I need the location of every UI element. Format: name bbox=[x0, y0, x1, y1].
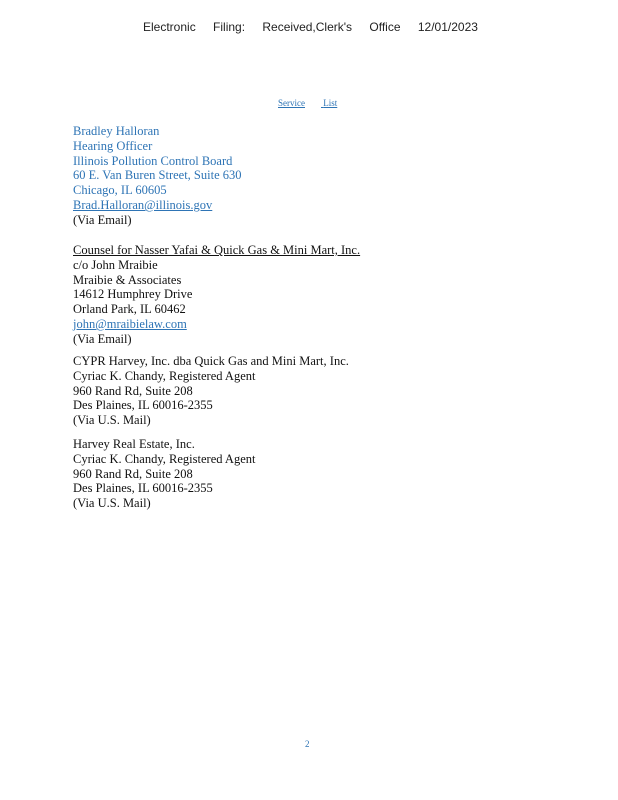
recipient-care-of: c/o John Mraibie bbox=[73, 257, 158, 272]
recipient-street: 960 Rand Rd, Suite 208 bbox=[73, 466, 193, 481]
recipient-city: Des Plaines, IL 60016-2355 bbox=[73, 481, 213, 496]
header-office: Office bbox=[369, 20, 401, 34]
recipient-block-counsel bbox=[73, 243, 360, 347]
recipient-block-harvey-real-estate bbox=[73, 437, 255, 511]
recipient-email-link[interactable]: john@mraibielaw.com bbox=[73, 316, 187, 331]
header-filing: Filing: bbox=[213, 20, 246, 34]
recipient-firm: Mraibie & Associates bbox=[73, 272, 182, 287]
recipient-delivery-method: (Via Email) bbox=[73, 212, 132, 227]
recipient-name: Bradley Halloran bbox=[73, 124, 160, 138]
recipient-email-link[interactable]: Brad.Halloran@illinois.gov bbox=[73, 197, 213, 212]
recipient-city: Des Plaines, IL 60016-2355 bbox=[73, 398, 213, 413]
recipient-name: Harvey Real Estate, Inc. bbox=[73, 437, 195, 451]
page-number: 2 bbox=[305, 739, 310, 749]
service-list-title bbox=[278, 98, 353, 108]
recipient-delivery-method: (Via U.S. Mail) bbox=[73, 413, 151, 428]
recipient-block-cypr-harvey bbox=[73, 354, 349, 428]
recipient-city: Orland Park, IL 60462 bbox=[73, 302, 186, 317]
recipient-organization: Illinois Pollution Control Board bbox=[73, 153, 233, 168]
recipient-agent: Cyriac K. Chandy, Registered Agent bbox=[73, 451, 256, 466]
title-word-service: Service bbox=[278, 98, 305, 108]
header-received-clerks: Received,Clerk's bbox=[262, 20, 353, 34]
recipient-title: Hearing Officer bbox=[73, 138, 153, 153]
title-word-list: List bbox=[323, 98, 338, 108]
recipient-heading: Counsel for Nasser Yafai & Quick Gas & Mini Mart, Inc. bbox=[73, 243, 361, 257]
recipient-block-hearing-officer bbox=[73, 124, 242, 228]
recipient-street: 14612 Humphrey Drive bbox=[73, 287, 193, 302]
recipient-delivery-method: (Via U.S. Mail) bbox=[73, 496, 151, 511]
header-electronic: Electronic bbox=[143, 20, 196, 34]
header-date: 12/01/2023 bbox=[417, 20, 478, 34]
recipient-name: CYPR Harvey, Inc. dba Quick Gas and Mini Mart, Inc. bbox=[73, 354, 349, 368]
filing-stamp-header bbox=[143, 20, 492, 34]
recipient-city: Chicago, IL 60605 bbox=[73, 183, 167, 198]
recipient-street: 960 Rand Rd, Suite 208 bbox=[73, 383, 193, 398]
recipient-delivery-method: (Via Email) bbox=[73, 331, 132, 346]
recipient-street: 60 E. Van Buren Street, Suite 630 bbox=[73, 168, 242, 183]
recipient-agent: Cyriac K. Chandy, Registered Agent bbox=[73, 368, 256, 383]
